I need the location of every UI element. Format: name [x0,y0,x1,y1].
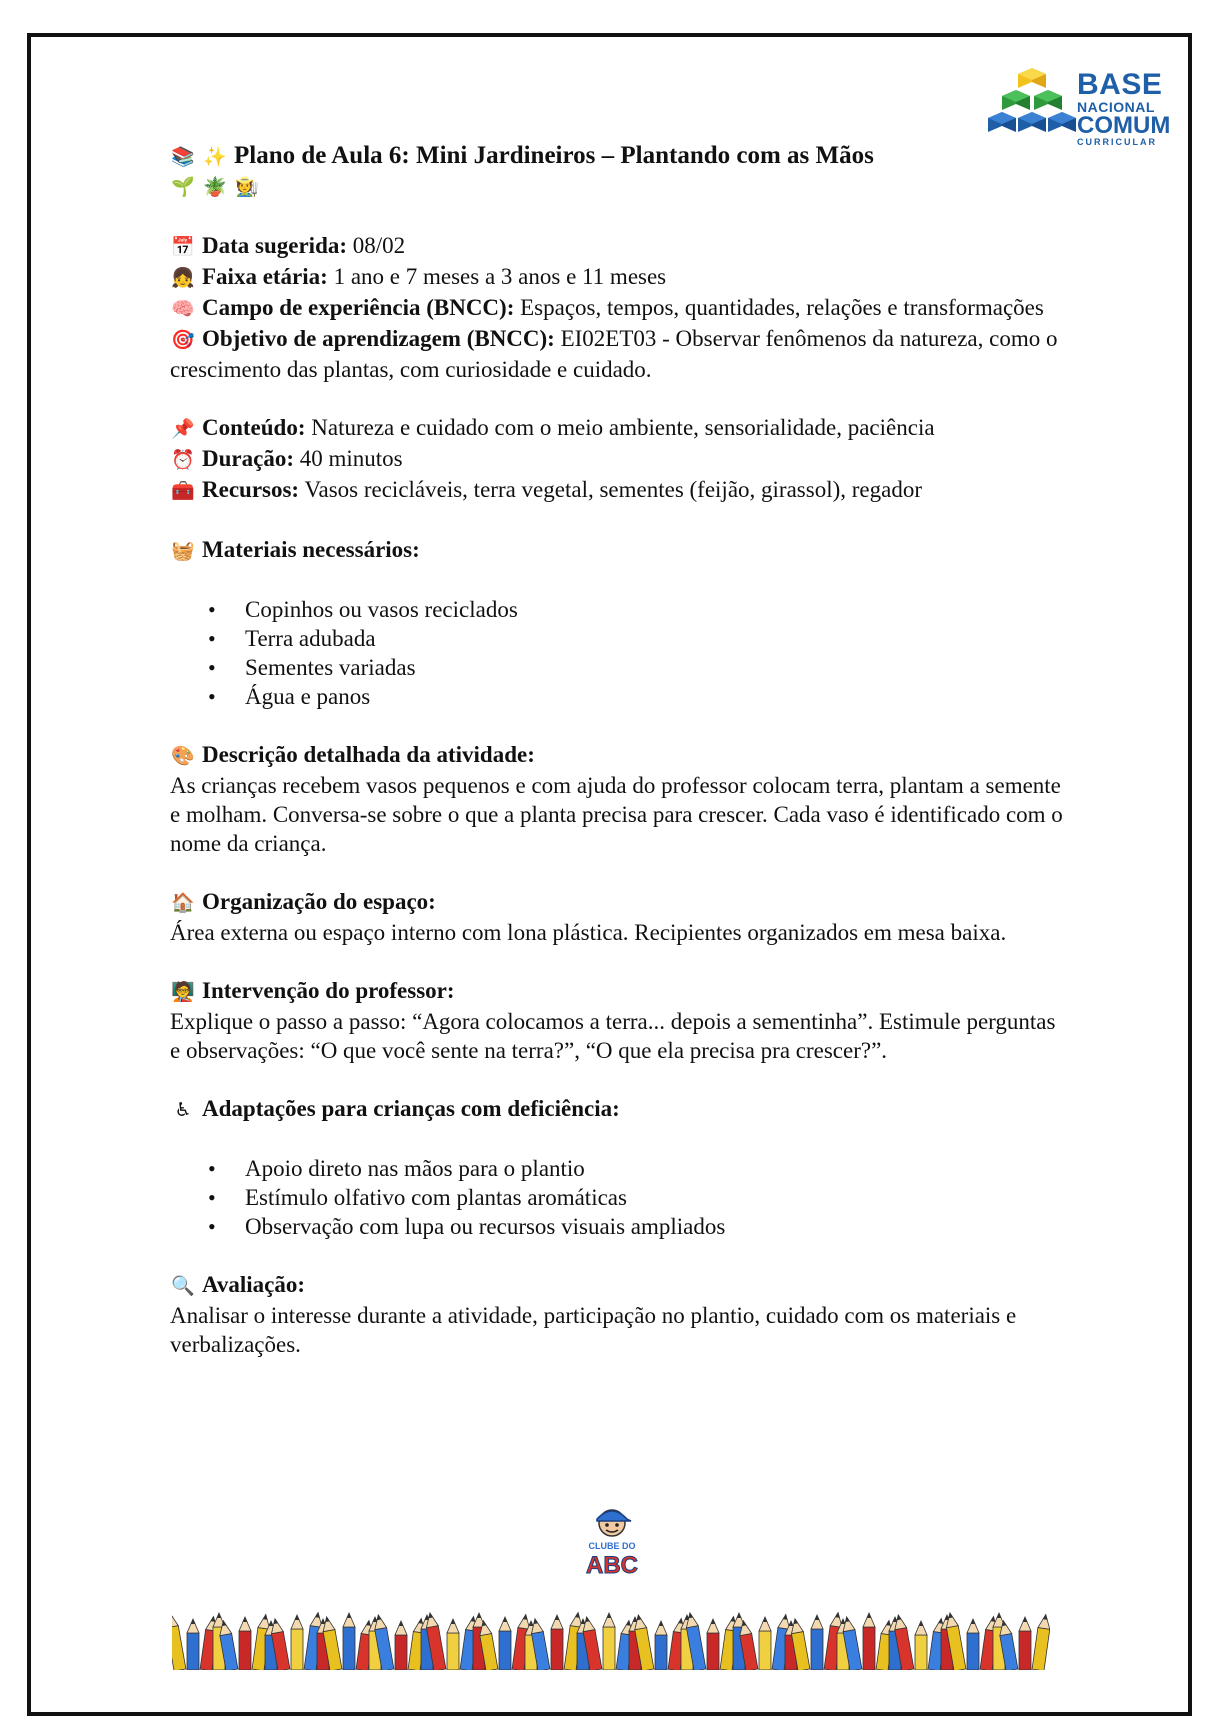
pencil-icon [291,1615,303,1670]
intervention-text: Explique o passo a passo: “Agora colocamos a terra... depois a sementinha”. Estimule perguntas e observações: “O que você sente na terra?”, “O que ela precisa pra crescer?”. [170,1009,1056,1063]
content-line [170,413,1070,444]
content-value: Natureza e cuidado com o meio ambiente, sensorialidade, paciência [311,415,935,440]
title-icons [170,173,1070,202]
resources-line [170,475,1070,506]
potted-plant-icon: 🪴 [203,176,227,198]
evaluation-text: Analisar o interesse durante a atividade, participação no plantio, cuidado com os materiais e verbalizações. [170,1303,1017,1357]
logo-line-4: CURRICULAR [1077,137,1157,147]
toolbox-icon: 🧰 [171,480,195,502]
children-icon: 👧 [171,267,195,289]
intervention-heading-text: Intervenção do professor: [202,978,455,1003]
list-item: • Copinhos ou vasos reciclados [170,595,1070,624]
duration-label: Duração: [202,446,294,471]
pencil-icon [447,1619,459,1670]
books-icon: 📚 [171,146,195,168]
age-label: Faixa etária: [202,264,328,289]
evaluation-heading [170,1270,1070,1301]
brain-icon: 🧠 [171,298,195,320]
clube-line-1: CLUBE DO [588,1541,636,1551]
magnifier-icon: 🔍 [171,1275,195,1297]
list-item: • Apoio direto nas mãos para o plantio [170,1154,1070,1183]
pencil-icon [707,1619,719,1670]
adaptations-heading-text: Adaptações para crianças com deficiência: [202,1096,620,1121]
adaptations-list [170,1154,1070,1241]
description-heading [170,740,1070,771]
page-title [170,140,1070,173]
logo-line-2: NACIONAL [1077,99,1155,115]
pencil-icon [551,1615,563,1670]
space-heading-text: Organização do espaço: [202,889,436,914]
target-icon: 🎯 [171,329,195,351]
logo-line-1: BASE [1077,68,1163,101]
farmer-icon: 🧑‍🌾 [235,176,259,198]
clube-do-abc-logo-icon [575,1505,650,1580]
wheelchair-icon: ♿ [174,1099,192,1121]
date-value: 08/02 [352,233,406,258]
pencil-icon [603,1613,615,1670]
bncc-logo-text [1077,70,1170,147]
pencil-icon [187,1619,199,1670]
sparkles-icon: ✨ [203,146,227,168]
field-line [170,293,1070,324]
adaptations-heading [170,1094,1070,1125]
calendar-icon: 📅 [171,236,195,258]
materials-list [170,595,1070,711]
list-item: • Estímulo olfativo com plantas aromáticas [170,1183,1070,1212]
clube-line-2: ABC [586,1552,638,1579]
pencil-icon [239,1617,251,1670]
resources-label: Recursos: [202,477,300,502]
list-item: • Sementes variadas [170,653,1070,682]
pencil-icon [863,1613,875,1670]
list-item: • Água e panos [170,682,1070,711]
duration-value: 40 minutos [299,446,403,471]
pencil-icon [395,1621,407,1670]
objective-value: EI02ET03 - Observar fenômenos da natureza, como o crescimento das plantas, com curiosidade e cuidado. [170,326,1058,382]
title-text: Plano de Aula 6: Mini Jardineiros – Plantando com as Mãos [234,142,874,169]
description-heading-text: Descrição detalhada da atividade: [202,742,535,767]
age-line [170,262,1070,293]
resources-value: Vasos recicláveis, terra vegetal, sementes (feijão, girassol), regador [304,477,922,502]
pencil-icon [343,1613,355,1670]
lesson-plan [170,140,1070,1359]
age-value: 1 ano e 7 meses a 3 anos e 11 meses [333,264,667,289]
pencil-icon [499,1617,511,1670]
pencil-icon [1019,1617,1031,1670]
description-text: As crianças recebem vasos pequenos e com ajuda do professor colocam terra, plantam a semente e molham. Conversa-se sobre o que a planta precisa para crescer. Cada vaso é identificado com o nome da criança. [170,773,1063,856]
pencil-border [172,1600,1050,1670]
pencil-icon [967,1619,979,1670]
date-label: Data sugerida: [202,233,348,258]
materials-heading [170,535,1070,566]
house-icon: 🏠 [171,892,195,914]
palette-icon: 🎨 [171,745,195,767]
pencil-icon [1032,1614,1050,1670]
materials-heading-text: Materiais necessários: [202,537,420,562]
seedling-icon: 🌱 [171,176,195,198]
logo-line-3: COMUM [1077,112,1171,139]
alarm-clock-icon: ⏰ [171,449,195,471]
list-item: • Observação com lupa ou recursos visuais ampliados [170,1212,1070,1241]
list-item: • Terra adubada [170,624,1070,653]
pencil-icon [759,1617,771,1670]
pencil-icon [915,1621,927,1670]
teacher-icon: 🧑‍🏫 [171,981,195,1003]
basket-icon: 🧺 [171,540,195,562]
field-value: Espaços, tempos, quantidades, relações e transformações [520,295,1044,320]
intervention-heading [170,976,1070,1007]
pencil-icon [655,1621,667,1670]
objective-line [170,324,1070,384]
space-text: Área externa ou espaço interno com lona plástica. Recipientes organizados em mesa baixa. [170,920,1007,945]
objective-label: Objetivo de aprendizagem (BNCC): [202,326,555,351]
pushpin-icon: 📌 [171,418,195,440]
space-heading [170,887,1070,918]
pencil-icon [172,1612,186,1670]
pencil-icon [811,1615,823,1670]
content-label: Conteúdo: [202,415,306,440]
duration-line [170,444,1070,475]
evaluation-heading-text: Avaliação: [202,1272,306,1297]
date-line [170,231,1070,262]
field-label: Campo de experiência (BNCC): [202,295,515,320]
